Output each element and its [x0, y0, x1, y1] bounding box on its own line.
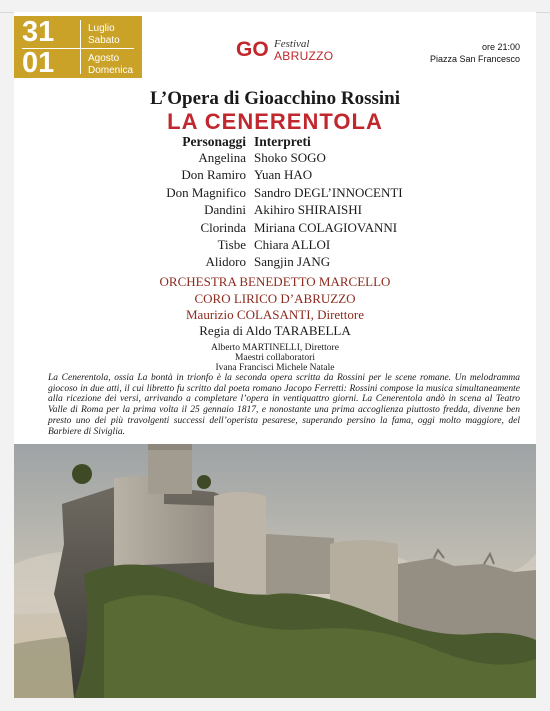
cast-role: Don Magnifico — [166, 184, 246, 200]
event-place: Piazza San Francesco — [429, 54, 520, 64]
collaborator-line: Ivana Francisci Michele Natale — [215, 363, 335, 373]
cast-performer: Chiara ALLOI — [254, 236, 331, 252]
opera-subtitle: L’Opera di Gioacchino Rossini — [149, 88, 401, 109]
choir-credit: CORO LIRICO D’ABRUZZO — [194, 291, 356, 306]
round-tower — [214, 492, 266, 598]
event-poster — [14, 12, 536, 698]
castle-photo — [14, 444, 536, 698]
cast-role: Dandini — [204, 202, 246, 218]
cast-role: Don Ramiro — [181, 167, 246, 183]
festival-logo — [236, 38, 346, 66]
cast-role: Tisbe — [217, 236, 246, 252]
cast-row — [14, 202, 536, 219]
cast-performer: Akihiro SHIRAISHI — [254, 202, 362, 218]
cast-list — [14, 150, 536, 272]
cast-performer: Shoko SOGO — [254, 150, 326, 165]
cast-performer: Sangjin JANG — [254, 254, 331, 270]
crop-mark — [0, 12, 14, 13]
event-time: ore 21:00 — [481, 42, 520, 52]
collaborator-line: Maestri collaboratori — [235, 353, 315, 363]
cast-row — [14, 254, 536, 271]
end-date-text: Agosto Domenica — [88, 53, 134, 76]
logo-region-text: ABRUZZO — [274, 49, 334, 63]
crop-mark — [536, 12, 550, 13]
cast-performer: Miriana COLAGIOVANNI — [254, 219, 398, 235]
logo-festival-text: Festival — [274, 38, 310, 50]
castle-keep — [148, 444, 192, 494]
cast-role: Angelina — [198, 150, 246, 165]
cast-row — [14, 185, 536, 202]
tree — [72, 464, 92, 484]
conductor-credit: Maurizio COLASANTI, Direttore — [186, 307, 364, 322]
opera-title: LA CENERENTOLA — [167, 109, 383, 134]
orchestra-credit: ORCHESTRA BENEDETTO MARCELLO — [159, 274, 391, 289]
cast-performer: Sandro DEGL’INNOCENTI — [254, 184, 403, 200]
start-date-text: Luglio Sabato — [88, 23, 120, 46]
end-day: 01 — [22, 47, 55, 79]
collaborator-line: Alberto MARTINELLI, Direttore — [211, 343, 339, 353]
keep-battlements — [148, 444, 192, 450]
cast-role: Clorinda — [200, 219, 246, 235]
start-day: 31 — [22, 16, 55, 48]
cast-role: Alidoro — [205, 254, 246, 270]
cast-row — [14, 220, 536, 237]
date-vertical-divider — [80, 20, 81, 74]
opera-description: La Cenerentola, ossia La bontà in trionfo è la seconda opera scritta da Rossini per le scene romane. Un melodramma giocoso in due atti, il cui libretto fu scritto dal poeta romano Jacopo Ferretti: Rossini compose la musica simultaneamente alla ricezione dei versi, arrivando a completare l’opera in ventiquattro giorni. La Cenerentola andò in scena al Teatro Valle di Roma per la prima volta il 25 gennaio 1817, e nonostante una prima accoglienza piuttosto fredda, divenne ben presto uno dei più travolgenti successi dell’operista pesarese, superando persino la fama, oggi molto maggiore, del Barbiere di Siviglia. — [48, 373, 520, 437]
curtain-wall — [266, 534, 334, 594]
performers-header: Interpreti — [254, 134, 311, 149]
roles-header: Personaggi — [182, 134, 246, 149]
cast-performer: Yuan HAO — [254, 167, 313, 183]
logo-go-text: GO — [236, 38, 269, 61]
director-credit: Regia di Aldo TARABELLA — [199, 323, 351, 338]
cast-row — [14, 237, 536, 254]
tree — [197, 475, 211, 489]
cast-row — [14, 150, 536, 167]
cast-row — [14, 167, 536, 184]
date-box — [14, 16, 142, 78]
